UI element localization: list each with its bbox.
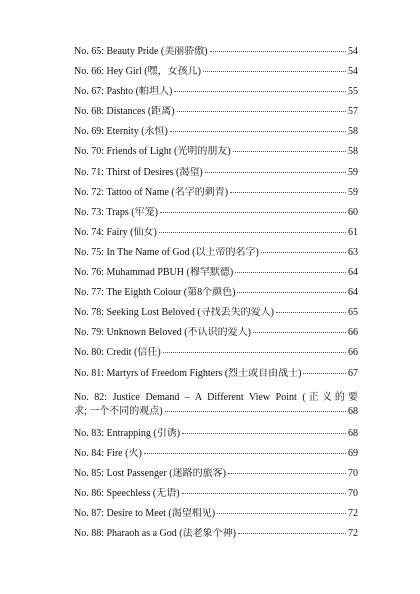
toc-entry-title: No. 72: Tattoo of Name (名字的刺青) bbox=[74, 186, 229, 198]
toc-entry-title: No. 79: Unknown Beloved (不认识的爱人) bbox=[74, 327, 251, 339]
toc-entry-page: 72 bbox=[348, 507, 358, 519]
toc-entry-76[interactable] bbox=[74, 267, 358, 287]
toc-entry-title: No. 86: Speechless (无语) bbox=[74, 487, 180, 499]
toc-entry-title-line2: 求; 一个不同的观点) bbox=[74, 405, 163, 417]
dot-leader bbox=[163, 352, 346, 353]
toc-entry-78[interactable] bbox=[74, 307, 358, 327]
toc-entry-page: 60 bbox=[348, 206, 358, 218]
dot-leader bbox=[160, 212, 346, 213]
toc-entry-page: 64 bbox=[348, 287, 358, 299]
toc-entry-83[interactable] bbox=[74, 428, 358, 448]
toc-entry-page: 66 bbox=[348, 327, 358, 339]
toc-entry-86[interactable] bbox=[74, 488, 358, 508]
toc-entry-82[interactable] bbox=[74, 388, 358, 428]
toc-entry-title: No. 77: The Eighth Colour (第8个颜色) bbox=[74, 287, 236, 299]
dot-leader bbox=[235, 272, 346, 273]
toc-entry-title: No. 66: Hey Girl (嘿，女孩儿) bbox=[74, 66, 201, 78]
toc-entry-page: 58 bbox=[348, 126, 358, 138]
dot-leader bbox=[144, 453, 346, 454]
toc-entry-title: No. 70: Friends of Light (光明的朋友) bbox=[74, 146, 231, 158]
toc-entry-70[interactable] bbox=[74, 146, 358, 166]
toc-entry-page: 54 bbox=[348, 46, 358, 57]
toc-entry-85[interactable] bbox=[74, 468, 358, 488]
toc-entry-title: No. 69: Eternity (永恒) bbox=[74, 126, 168, 138]
dot-leader bbox=[276, 312, 346, 313]
toc-entry-title: No. 88: Pharaoh as a God (法老象个神) bbox=[74, 528, 236, 540]
toc-entry-71[interactable] bbox=[74, 167, 358, 187]
dot-leader bbox=[205, 172, 346, 173]
toc-entry-title: No. 74: Fairy (仙女) bbox=[74, 226, 157, 238]
toc-entry-title: No. 81: Martyrs of Freedom Fighters (烈士或自由战士) bbox=[74, 367, 302, 379]
toc-entry-80[interactable] bbox=[74, 347, 358, 367]
dot-leader bbox=[182, 493, 346, 494]
toc-entry-88[interactable] bbox=[74, 528, 358, 548]
toc-entry-line2 bbox=[74, 405, 358, 419]
toc-entry-title: No. 65: Beauty Pride (美丽骄傲) bbox=[74, 46, 208, 57]
dot-leader bbox=[233, 151, 346, 152]
toc-entry-page: 68 bbox=[348, 427, 358, 439]
toc-entry-page: 63 bbox=[348, 246, 358, 258]
toc-entry-title: No. 80: Credit (信任) bbox=[74, 347, 161, 359]
toc-entry-page: 61 bbox=[348, 226, 358, 238]
toc-entry-74[interactable] bbox=[74, 227, 358, 247]
toc-entry-title: No. 76: Muhammad PBUH (穆罕默德) bbox=[74, 267, 234, 279]
toc-entry-page: 55 bbox=[348, 86, 358, 98]
toc-entry-page: 72 bbox=[348, 528, 358, 540]
toc-entry-page: 68 bbox=[348, 405, 358, 417]
toc-entry-page: 65 bbox=[348, 307, 358, 319]
toc-entry-79[interactable] bbox=[74, 327, 358, 347]
toc-entry-title-line1: No. 82: Justice Demand – A Different View Point (正义的要 bbox=[74, 391, 358, 403]
toc-entry-page: 54 bbox=[348, 66, 358, 78]
toc-entry-title: No. 67: Pashto (帕坦人) bbox=[74, 86, 173, 98]
toc-entry-page: 70 bbox=[348, 467, 358, 479]
dot-leader bbox=[210, 51, 346, 52]
dot-leader bbox=[217, 513, 346, 514]
toc-entry-title: No. 71: Thirst of Desires (渴望) bbox=[74, 166, 203, 178]
dot-leader bbox=[238, 533, 346, 534]
toc-entry-page: 64 bbox=[348, 267, 358, 279]
toc-entry-title: No. 68: Distances (距离) bbox=[74, 106, 175, 118]
toc-entry-75[interactable] bbox=[74, 247, 358, 267]
toc-entry-title: No. 84: Fire (火) bbox=[74, 447, 142, 459]
toc-entry-title: No. 78: Seeking Lost Beloved (寻找丢失的爱人) bbox=[74, 307, 274, 319]
dot-leader bbox=[159, 232, 346, 233]
toc-entry-67[interactable] bbox=[74, 86, 358, 106]
toc-entry-69[interactable] bbox=[74, 126, 358, 146]
toc-entry-65[interactable] bbox=[74, 46, 358, 66]
toc-entry-title: No. 83: Entrapping (引诱) bbox=[74, 427, 181, 439]
toc-entry-page: 69 bbox=[348, 447, 358, 459]
toc-entry-page: 66 bbox=[348, 347, 358, 359]
toc-entry-81[interactable] bbox=[74, 368, 358, 388]
toc-entry-title: No. 73: Traps (牢笼) bbox=[74, 206, 158, 218]
dot-leader bbox=[203, 71, 346, 72]
dot-leader bbox=[177, 111, 346, 112]
toc-entry-87[interactable] bbox=[74, 508, 358, 528]
dot-leader bbox=[253, 332, 346, 333]
table-of-contents bbox=[74, 46, 358, 548]
dot-leader bbox=[174, 91, 346, 92]
toc-entry-title: No. 87: Desire to Meet (渴望相见) bbox=[74, 507, 216, 519]
dot-leader bbox=[230, 192, 346, 193]
toc-entry-72[interactable] bbox=[74, 187, 358, 207]
toc-entry-title: No. 75: In The Name of God (以上帝的名字) bbox=[74, 246, 259, 258]
dot-leader bbox=[228, 473, 346, 474]
toc-entry-66[interactable] bbox=[74, 66, 358, 86]
toc-entry-page: 59 bbox=[348, 166, 358, 178]
dot-leader bbox=[303, 373, 346, 374]
dot-leader bbox=[261, 252, 346, 253]
dot-leader bbox=[170, 131, 346, 132]
toc-entry-68[interactable] bbox=[74, 106, 358, 126]
toc-entry-title: No. 85: Lost Passenger (迷路的旅客) bbox=[74, 467, 226, 479]
dot-leader bbox=[182, 433, 346, 434]
toc-entry-page: 57 bbox=[348, 106, 358, 118]
toc-entry-77[interactable] bbox=[74, 287, 358, 307]
toc-entry-73[interactable] bbox=[74, 207, 358, 227]
dot-leader bbox=[165, 411, 346, 412]
toc-entry-page: 67 bbox=[348, 367, 358, 379]
toc-entry-page: 58 bbox=[348, 146, 358, 158]
toc-entry-page: 59 bbox=[348, 186, 358, 198]
dot-leader bbox=[237, 292, 346, 293]
toc-entry-84[interactable] bbox=[74, 448, 358, 468]
toc-entry-page: 70 bbox=[348, 487, 358, 499]
